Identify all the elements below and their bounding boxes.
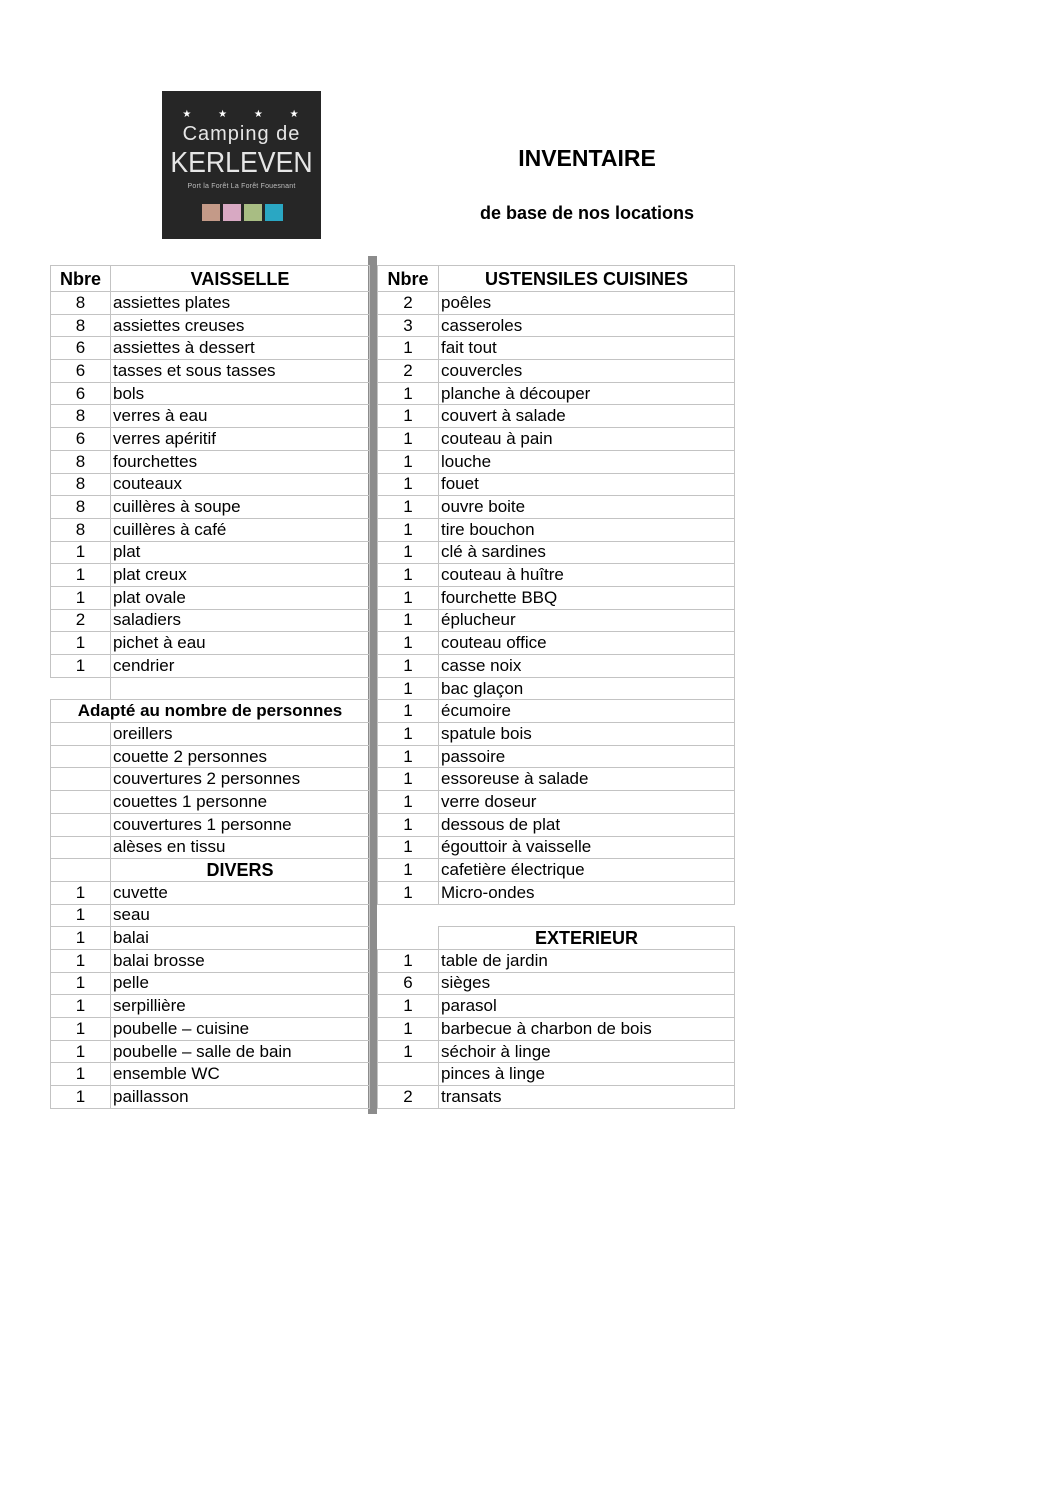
item-label: cafetière électrique <box>439 859 735 882</box>
table-row <box>378 450 735 473</box>
item-count: 8 <box>51 405 111 428</box>
table-row <box>51 473 370 496</box>
item-label: fait tout <box>439 337 735 360</box>
item-label: planche à découper <box>439 382 735 405</box>
linge-section-header: Adapté au nombre de personnes <box>51 700 370 723</box>
table-row <box>51 360 370 383</box>
item-label: pichet à eau <box>111 632 370 655</box>
item-label: couvertures 2 personnes <box>111 768 370 791</box>
item-label: bols <box>111 382 370 405</box>
table-row <box>378 949 735 972</box>
item-count: 1 <box>378 723 439 746</box>
item-count: 1 <box>51 949 111 972</box>
table-row <box>51 768 370 791</box>
item-count: 1 <box>51 1040 111 1063</box>
item-count: 1 <box>378 405 439 428</box>
item-count: 1 <box>378 1018 439 1041</box>
item-label: plat ovale <box>111 586 370 609</box>
item-label: essoreuse à salade <box>439 768 735 791</box>
divers-section-header-row <box>51 859 370 882</box>
table-row <box>51 904 370 927</box>
item-label: éplucheur <box>439 609 735 632</box>
item-label: couvertures 1 personne <box>111 813 370 836</box>
column-header-label: USTENSILES CUISINES <box>439 266 735 292</box>
left-inventory-table <box>50 265 370 1109</box>
table-row <box>378 700 735 723</box>
table-row <box>378 972 735 995</box>
table-row <box>51 1063 370 1086</box>
item-label: couvert à salade <box>439 405 735 428</box>
item-label: couettes 1 personne <box>111 791 370 814</box>
item-label: passoire <box>439 745 735 768</box>
table-row <box>51 995 370 1018</box>
item-label: égouttoir à vaisselle <box>439 836 735 859</box>
table-row <box>378 292 735 315</box>
item-label: poubelle – salle de bain <box>111 1040 370 1063</box>
item-label: dessous de plat <box>439 813 735 836</box>
item-count: 8 <box>51 314 111 337</box>
table-row <box>378 1063 735 1086</box>
item-count: 1 <box>378 949 439 972</box>
section-count-cell <box>378 927 439 950</box>
item-count <box>51 723 111 746</box>
item-count: 1 <box>378 428 439 451</box>
item-label: assiettes plates <box>111 292 370 315</box>
table-row <box>51 881 370 904</box>
item-count: 1 <box>51 632 111 655</box>
item-count <box>378 1063 439 1086</box>
table-row <box>51 723 370 746</box>
item-count: 1 <box>378 813 439 836</box>
table-row <box>51 1086 370 1109</box>
item-label: seau <box>111 904 370 927</box>
item-count: 1 <box>378 473 439 496</box>
table-row <box>378 609 735 632</box>
item-count: 6 <box>51 382 111 405</box>
item-count: 1 <box>51 586 111 609</box>
item-label: tire bouchon <box>439 518 735 541</box>
item-count: 1 <box>378 995 439 1018</box>
item-label: casseroles <box>439 314 735 337</box>
table-row <box>378 1086 735 1109</box>
item-label: verre doseur <box>439 791 735 814</box>
item-label: verres à eau <box>111 405 370 428</box>
item-label: couteau à huître <box>439 564 735 587</box>
item-count: 8 <box>51 450 111 473</box>
item-label: cuillères à soupe <box>111 496 370 519</box>
item-label: transats <box>439 1086 735 1109</box>
linge-section-header-row <box>51 700 370 723</box>
table-row <box>378 723 735 746</box>
item-label: cuillères à café <box>111 518 370 541</box>
logo-swatch <box>244 204 262 221</box>
item-count: 6 <box>51 337 111 360</box>
item-label: sièges <box>439 972 735 995</box>
item-count: 1 <box>51 541 111 564</box>
item-count: 1 <box>378 1040 439 1063</box>
item-label: pinces à linge <box>439 1063 735 1086</box>
item-label: serpillière <box>111 995 370 1018</box>
item-count: 8 <box>51 496 111 519</box>
item-count: 1 <box>51 904 111 927</box>
exterieur-section-header: EXTERIEUR <box>439 927 735 950</box>
table-row <box>51 745 370 768</box>
table-row <box>51 791 370 814</box>
table-row <box>51 586 370 609</box>
table-row <box>378 655 735 678</box>
blank-cell <box>439 904 735 927</box>
item-label: balai brosse <box>111 949 370 972</box>
table-row <box>51 428 370 451</box>
item-count: 1 <box>378 632 439 655</box>
table-row <box>378 541 735 564</box>
table-row <box>378 632 735 655</box>
table-row <box>51 337 370 360</box>
item-label: alèses en tissu <box>111 836 370 859</box>
table-row <box>378 496 735 519</box>
table-row <box>51 927 370 950</box>
logo-line-camping: Camping de <box>182 123 301 145</box>
item-count <box>51 768 111 791</box>
item-label: couteaux <box>111 473 370 496</box>
item-count: 1 <box>378 655 439 678</box>
table-row <box>51 655 370 678</box>
table-row <box>51 949 370 972</box>
item-label: louche <box>439 450 735 473</box>
logo-stars: ★ ★ ★ ★ <box>182 109 311 120</box>
table-row <box>51 541 370 564</box>
item-label: clé à sardines <box>439 541 735 564</box>
table-row <box>378 1040 735 1063</box>
item-count: 2 <box>51 609 111 632</box>
item-count: 1 <box>378 881 439 904</box>
blank-cell <box>111 677 370 700</box>
item-count: 2 <box>378 360 439 383</box>
table-row <box>378 881 735 904</box>
item-label: paillasson <box>111 1086 370 1109</box>
item-count: 1 <box>51 1063 111 1086</box>
item-label: fourchette BBQ <box>439 586 735 609</box>
table-row <box>378 564 735 587</box>
table-row <box>378 768 735 791</box>
item-count: 3 <box>378 314 439 337</box>
table-row <box>378 473 735 496</box>
item-count: 1 <box>378 541 439 564</box>
table-row <box>378 405 735 428</box>
item-label: tasses et sous tasses <box>111 360 370 383</box>
table-row <box>378 337 735 360</box>
table-row <box>51 450 370 473</box>
item-count: 6 <box>378 972 439 995</box>
item-count <box>51 745 111 768</box>
item-label: bac glaçon <box>439 677 735 700</box>
table-row <box>378 813 735 836</box>
item-count: 1 <box>378 564 439 587</box>
item-count: 1 <box>378 791 439 814</box>
item-label: ensemble WC <box>111 1063 370 1086</box>
item-label: table de jardin <box>439 949 735 972</box>
item-label: balai <box>111 927 370 950</box>
column-header-count: Nbre <box>378 266 439 292</box>
logo-line-kerleven: KERLEVEN <box>170 147 313 179</box>
blank-cell <box>51 677 111 700</box>
item-label: plat creux <box>111 564 370 587</box>
item-label: fourchettes <box>111 450 370 473</box>
table-row <box>378 586 735 609</box>
item-label: saladiers <box>111 609 370 632</box>
item-count: 1 <box>378 450 439 473</box>
item-count: 2 <box>378 1086 439 1109</box>
item-label: ouvre boite <box>439 496 735 519</box>
logo-line-location: Port la Forêt La Forêt Fouesnant <box>187 183 296 190</box>
table-row <box>378 382 735 405</box>
item-count <box>51 791 111 814</box>
blank-cell <box>378 904 439 927</box>
logo-swatch <box>223 204 241 221</box>
item-count: 1 <box>378 382 439 405</box>
item-count: 1 <box>51 995 111 1018</box>
item-count: 1 <box>378 496 439 519</box>
table-row <box>378 791 735 814</box>
item-count: 6 <box>51 360 111 383</box>
blank-row <box>378 904 735 927</box>
exterieur-section-header-row <box>378 927 735 950</box>
item-label: spatule bois <box>439 723 735 746</box>
item-count: 1 <box>378 836 439 859</box>
item-label: plat <box>111 541 370 564</box>
item-label: parasol <box>439 995 735 1018</box>
table-row <box>51 564 370 587</box>
blank-row <box>51 677 370 700</box>
table-row <box>51 836 370 859</box>
item-label: assiettes à dessert <box>111 337 370 360</box>
item-count: 1 <box>51 1018 111 1041</box>
table-row <box>51 314 370 337</box>
table-row <box>51 813 370 836</box>
item-count <box>51 836 111 859</box>
item-label: pelle <box>111 972 370 995</box>
item-label: assiettes creuses <box>111 314 370 337</box>
column-header-count: Nbre <box>51 266 111 292</box>
item-count: 8 <box>51 292 111 315</box>
item-label: poubelle – cuisine <box>111 1018 370 1041</box>
table-row <box>51 609 370 632</box>
table-row <box>51 1018 370 1041</box>
item-label: fouet <box>439 473 735 496</box>
table-row <box>378 518 735 541</box>
item-label: cendrier <box>111 655 370 678</box>
vaisselle-header-row <box>51 266 370 292</box>
item-count: 1 <box>378 337 439 360</box>
item-count: 1 <box>378 677 439 700</box>
item-count: 1 <box>378 768 439 791</box>
item-count: 1 <box>51 1086 111 1109</box>
item-count: 1 <box>378 586 439 609</box>
item-count: 1 <box>51 972 111 995</box>
item-label: oreillers <box>111 723 370 746</box>
section-count-cell <box>51 859 111 882</box>
item-label: barbecue à charbon de bois <box>439 1018 735 1041</box>
item-count: 1 <box>51 655 111 678</box>
logo-swatch <box>202 204 220 221</box>
table-row <box>51 405 370 428</box>
item-count: 1 <box>378 700 439 723</box>
table-row <box>51 632 370 655</box>
item-count: 1 <box>51 564 111 587</box>
item-label: couteau à pain <box>439 428 735 451</box>
ustensiles-header-row <box>378 266 735 292</box>
item-label: séchoir à linge <box>439 1040 735 1063</box>
item-count: 8 <box>51 518 111 541</box>
item-count: 1 <box>378 745 439 768</box>
divers-section-header: DIVERS <box>111 859 370 882</box>
item-label: cuvette <box>111 881 370 904</box>
item-label: écumoire <box>439 700 735 723</box>
item-count: 1 <box>378 518 439 541</box>
item-count: 6 <box>51 428 111 451</box>
table-row <box>378 995 735 1018</box>
table-row <box>51 292 370 315</box>
item-label: couette 2 personnes <box>111 745 370 768</box>
item-label: Micro-ondes <box>439 881 735 904</box>
logo-swatch <box>265 204 283 221</box>
item-count: 2 <box>378 292 439 315</box>
table-row <box>378 428 735 451</box>
item-count: 1 <box>51 881 111 904</box>
page-subtitle: de base de nos locations <box>479 203 695 223</box>
table-row <box>378 677 735 700</box>
item-count <box>51 813 111 836</box>
page-title: INVENTAIRE <box>518 145 656 171</box>
table-row <box>378 859 735 882</box>
item-count: 1 <box>378 859 439 882</box>
item-label: casse noix <box>439 655 735 678</box>
table-row <box>51 496 370 519</box>
item-count: 1 <box>51 927 111 950</box>
table-row <box>51 382 370 405</box>
table-row <box>378 745 735 768</box>
item-count: 1 <box>378 609 439 632</box>
item-label: verres apéritif <box>111 428 370 451</box>
right-inventory-table <box>377 265 735 1109</box>
table-row <box>51 518 370 541</box>
camping-logo <box>162 91 321 239</box>
table-row <box>378 360 735 383</box>
column-header-label: VAISSELLE <box>111 266 370 292</box>
table-row <box>378 1018 735 1041</box>
item-label: couvercles <box>439 360 735 383</box>
item-count: 8 <box>51 473 111 496</box>
table-row <box>378 836 735 859</box>
logo-color-swatches <box>202 204 283 221</box>
item-label: couteau office <box>439 632 735 655</box>
item-label: poêles <box>439 292 735 315</box>
table-row <box>51 972 370 995</box>
table-row <box>51 1040 370 1063</box>
table-row <box>378 314 735 337</box>
